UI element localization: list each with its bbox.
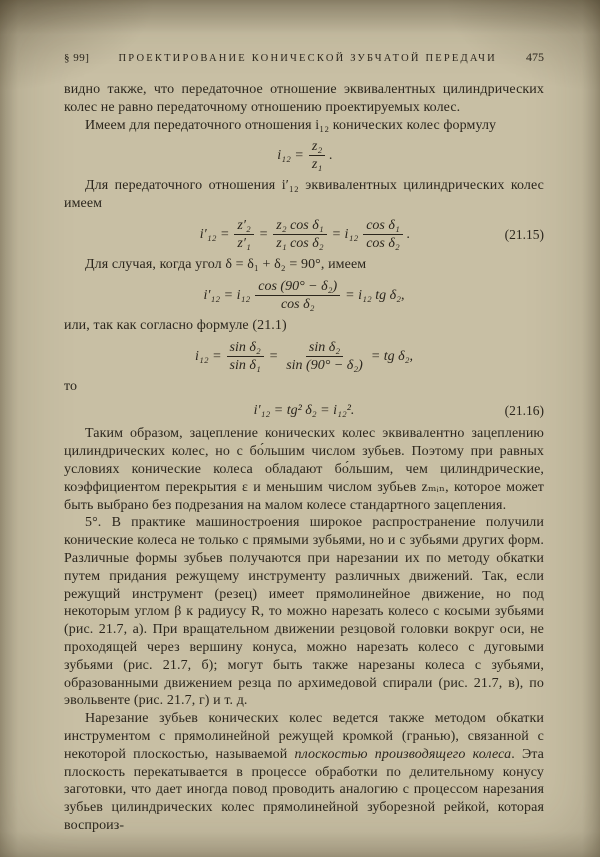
page-header-title: ПРОЕКТИРОВАНИЕ КОНИЧЕСКОЙ ЗУБЧАТОЙ ПЕРЕДАЧИ xyxy=(118,53,497,64)
formula-tail: . xyxy=(406,226,411,242)
formula-sin-ratio xyxy=(64,340,544,373)
fraction xyxy=(283,340,366,373)
fraction-numerator: z′₂ xyxy=(234,218,253,235)
formula-lhs: i₁₂ = xyxy=(277,148,304,164)
page-number: 475 xyxy=(526,50,544,64)
paragraph-continuation: видно также, что передаточное отношение эквивалентных цилиндрических колес не равно передаточному отношению проектируемых колес. xyxy=(64,82,544,115)
fraction-denominator: sin (90° − δ₂) xyxy=(286,357,363,373)
text-block xyxy=(64,81,544,835)
paragraph-part: . Эта плоскость перекатывается в процессе обработки по делительному конусу заготовки, что дает иногда повод проводить аналогию с процессом нарезания зубьев цилиндрических колес прямолинейной зуборезной рейкой, которая воспроиз- xyxy=(64,746,544,833)
formula-middle: = i₁₂ xyxy=(331,226,359,242)
fraction xyxy=(363,218,403,251)
fraction-numerator: z₂ xyxy=(309,139,325,156)
paragraph-intro-i12: Имеем для передаточного отношения i₁₂ конических колес формулу xyxy=(85,117,497,133)
page-content xyxy=(64,50,544,835)
fraction xyxy=(227,340,264,373)
fraction xyxy=(234,218,253,251)
formula-tail: = tg δ₂, xyxy=(370,348,414,364)
paragraph-part: Нарезание зубьев конических колес ведется также методом обкатки инструментом с прямолинейной режущей кромкой (гранью), связанной с некоторой плоскостью, называемой xyxy=(64,711,544,762)
formula-tg-delta xyxy=(64,279,544,312)
fraction xyxy=(255,279,340,312)
fraction xyxy=(273,218,326,251)
paragraph-then: то xyxy=(64,378,78,394)
fraction-denominator: cos δ₂ xyxy=(280,296,315,312)
equation-number: (21.15) xyxy=(504,226,544,242)
equals-sign: = xyxy=(268,348,279,364)
section-number: § 99] xyxy=(64,52,90,64)
formula-i12-ratio xyxy=(64,139,544,172)
fraction-denominator: z₁ xyxy=(311,157,323,173)
formula-lhs: i′₁₂ = xyxy=(199,226,230,242)
formula-tail: = i₁₂ tg δ₂, xyxy=(345,287,405,303)
equation-number: (21.16) xyxy=(504,402,544,418)
formula-21-15 xyxy=(64,218,544,251)
fraction-denominator: sin δ₁ xyxy=(229,357,261,373)
paragraph-or-since: или, так как согласно формуле (21.1) xyxy=(64,317,287,333)
paragraph-case-90deg: Для случая, когда угол δ = δ₁ + δ₂ = 90°, имеем xyxy=(85,256,367,272)
fraction-denominator: cos δ₂ xyxy=(366,235,400,251)
formula-text: i′₁₂ = tg² δ₂ = i₁₂². xyxy=(253,402,355,418)
paragraph-point-5: 5°. В практике машиностроения широкое распространение получили конические колеса не только с прямыми зубьями, но и с зубьями других форм. Различные формы зубьев получаются при нарезании их по методу обкатки путем придания режущему инструменту различных движений. Так, если режущий инструмент (резец) имеет прямолинейное движение, но под некоторым углом β к радиусу R, то можно нарезать колесо с косыми зубьями (рис. 21.7, а). При вращательном движении резцовой головки вокруг оси, не проходящей через вершину конуса, можно нарезать колесо с дуговыми зубьями (рис. 21.7, б); могут быть также нарезаны колеса с зубьями, образованными движением резца по архимедовой спирали (рис. 21.7, в), по эвольвенте (рис. 21.7, г) и т. д. xyxy=(64,515,544,709)
paragraph-cutting-method xyxy=(64,710,544,835)
formula-lhs: i₁₂ = xyxy=(194,348,222,364)
italic-term-producing-plane: плоскостью производящего колеса xyxy=(294,746,512,762)
fraction-numerator: cos δ₁ xyxy=(363,218,403,235)
fraction-denominator: z₁ cos δ₂ xyxy=(276,235,324,251)
fraction-numerator: sin δ₂ xyxy=(306,340,343,357)
paragraph-conclusion: Таким образом, зацепление конических колес эквивалентно зацеплению цилиндрических колес, но с бо́льшим числом зубьев. Поэтому при равных условиях конические колеса обладают бо́льшим, чем цилиндрические, коэффициентом перекрытия ε и меньшим числом зубьев zₘᵢₙ, которое может быть выбрано без подрезания на малом колесе стандартного зацепления. xyxy=(64,426,544,513)
paragraph-intro-equivalent: Для передаточного отношения i′₁₂ эквивалентных цилиндрических колес имеем xyxy=(64,178,544,212)
fraction xyxy=(309,139,325,172)
formula-21-16 xyxy=(64,400,544,420)
formula-lhs: i′₁₂ = i₁₂ xyxy=(203,287,251,303)
equals-sign: = xyxy=(258,226,269,242)
formula-tail: . xyxy=(329,148,333,164)
fraction-numerator: cos (90° − δ₂) xyxy=(255,279,340,296)
fraction-numerator: z₂ cos δ₁ xyxy=(273,218,326,235)
fraction-denominator: z′₁ xyxy=(237,235,251,251)
running-head xyxy=(64,50,544,65)
fraction-numerator: sin δ₂ xyxy=(227,340,264,357)
